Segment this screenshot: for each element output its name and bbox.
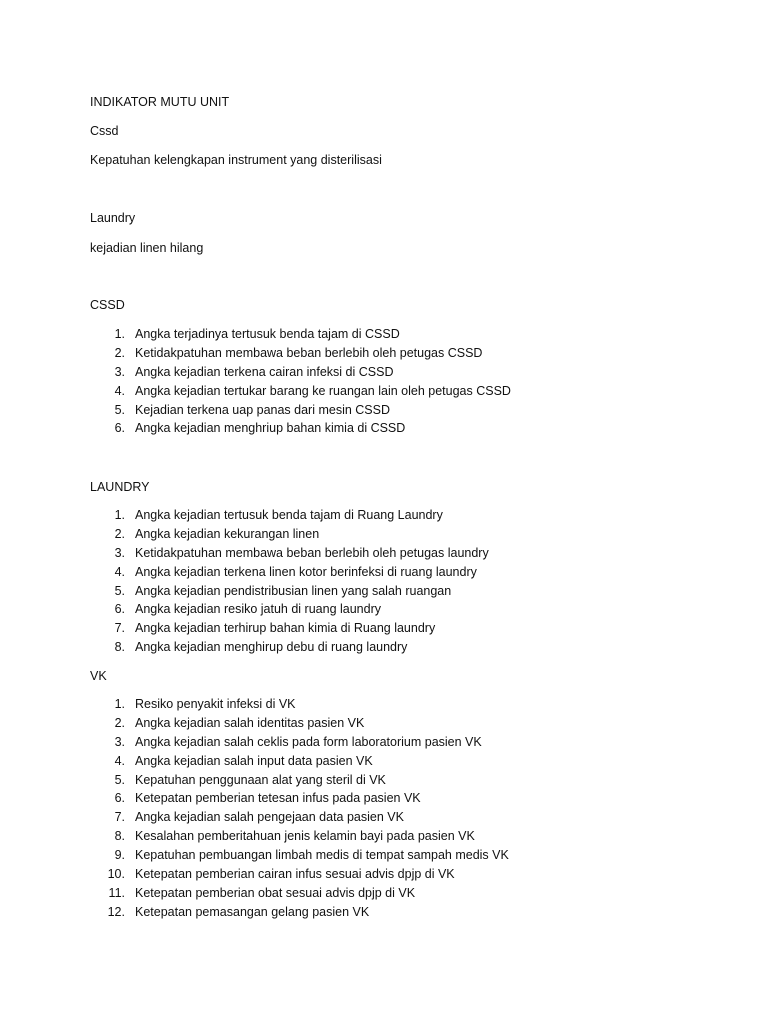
cssd-indicator: Kepatuhan kelengkapan instrument yang disterilisasi	[90, 153, 382, 167]
list-item-text: Angka kejadian menghriup bahan kimia di CSSD	[135, 421, 406, 436]
list-item-number: 6.	[114, 421, 125, 436]
list-item-number: 7.	[114, 621, 125, 636]
document-title: INDIKATOR MUTU UNIT	[90, 95, 230, 109]
list-item-number: 2.	[114, 715, 125, 730]
list-item-number: 3.	[114, 364, 125, 379]
list-item-text: Angka terjadinya tertusuk benda tajam di CSSD	[135, 327, 400, 341]
list-item-text: Angka kejadian kekurangan linen	[135, 526, 320, 541]
list-item-text: Angka kejadian terhirup bahan kimia di Ruang laundry	[135, 621, 436, 636]
list-item-text: Ketidakpatuhan membawa beban berlebih oleh petugas CSSD	[135, 345, 483, 360]
laundry-indicator: kejadian linen hilang	[90, 241, 204, 255]
list-item-number: 4.	[114, 383, 125, 398]
list-item-text: Ketepatan pemberian obat sesuai advis dpjp di VK	[135, 885, 416, 900]
laundry-section-heading: LAUNDRY	[90, 480, 150, 494]
list-item-number: 6.	[114, 602, 125, 617]
list-item-text: Angka kejadian tertukar barang ke ruangan lain oleh petugas CSSD	[135, 383, 511, 398]
cssd-section-heading: CSSD	[90, 298, 125, 312]
vk-section-heading: VK	[90, 669, 107, 683]
list-item-text: Kepatuhan pembuangan limbah medis di tempat sampah medis VK	[135, 848, 509, 863]
list-item-text: Angka kejadian salah identitas pasien VK	[135, 715, 365, 730]
list-item-text: Angka kejadian salah pengejaan data pasien VK	[135, 810, 404, 825]
list-item-number: 11.	[108, 885, 125, 900]
list-item-number: 10.	[107, 867, 125, 882]
list-item-number: 4.	[114, 753, 125, 768]
list-item-number: 2.	[114, 345, 125, 360]
list-item-number: 2.	[114, 526, 125, 541]
laundry-heading: Laundry	[90, 211, 136, 225]
list-item-text: Angka kejadian salah input data pasien VK	[135, 753, 373, 768]
list-item-text: Angka kejadian tertusuk benda tajam di Ruang Laundry	[135, 508, 443, 522]
list-item-text: Resiko penyakit infeksi di VK	[135, 697, 296, 711]
list-item-number: 3.	[114, 734, 125, 749]
list-item-text: Angka kejadian pendistribusian linen yang salah ruangan	[135, 583, 452, 598]
list-item-number: 7.	[114, 810, 125, 825]
list-item-text: Kesalahan pemberitahuan jenis kelamin bayi pada pasien VK	[135, 829, 475, 844]
list-item-number: 12.	[107, 904, 125, 919]
list-item-number: 8.	[114, 640, 125, 655]
cssd-heading: Cssd	[90, 124, 119, 138]
list-item-text: Kepatuhan penggunaan alat yang steril di VK	[135, 772, 386, 787]
list-item-text: Ketepatan pemberian cairan infus sesuai advis dpjp di VK	[135, 867, 455, 882]
list-item-number: 1.	[114, 508, 125, 522]
list-item-text: Angka kejadian menghirup debu di ruang laundry	[135, 640, 408, 655]
list-item-number: 1.	[114, 697, 125, 711]
list-item-text: Kejadian terkena uap panas dari mesin CSSD	[135, 402, 391, 417]
list-item-number: 4.	[114, 564, 125, 579]
list-item-number: 5.	[114, 402, 125, 417]
list-item-number: 8.	[114, 829, 125, 844]
list-item-number: 9.	[114, 848, 125, 863]
list-item-text: Angka kejadian resiko jatuh di ruang laundry	[135, 602, 381, 617]
list-item-number: 3.	[114, 545, 125, 560]
list-item-text: Angka kejadian terkena linen kotor berinfeksi di ruang laundry	[135, 564, 477, 579]
list-item-text: Angka kejadian salah ceklis pada form laboratorium pasien VK	[135, 734, 482, 749]
list-item-number: 6.	[114, 791, 125, 806]
list-item-number: 5.	[114, 772, 125, 787]
list-item-text: Ketepatan pemberian tetesan infus pada pasien VK	[135, 791, 421, 806]
list-item-number: 1.	[114, 327, 125, 341]
list-item-text: Ketepatan pemasangan gelang pasien VK	[135, 904, 370, 919]
list-item-text: Ketidakpatuhan membawa beban berlebih oleh petugas laundry	[135, 545, 489, 560]
list-item-text: Angka kejadian terkena cairan infeksi di CSSD	[135, 364, 394, 379]
list-item-number: 5.	[114, 583, 125, 598]
